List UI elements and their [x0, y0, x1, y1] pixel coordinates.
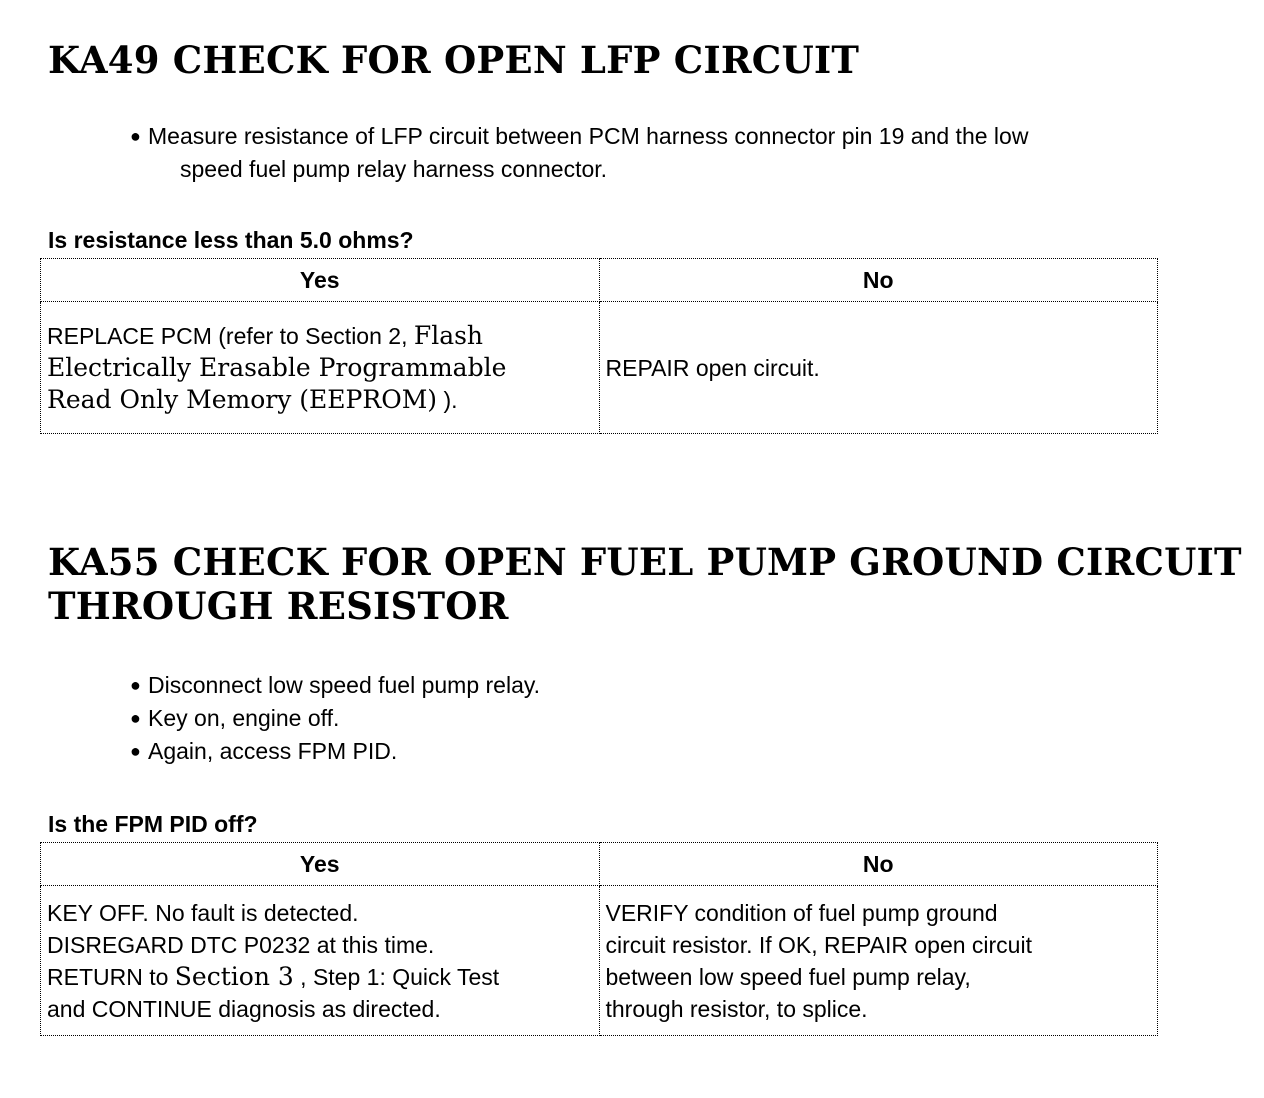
bullet-icon: ● [130, 708, 141, 728]
bullet-text: Again, access FPM PID. [148, 738, 398, 764]
ka55-instructions [130, 669, 1240, 768]
yes-text-line2: DISREGARD DTC P0232 at this time. [47, 931, 435, 958]
list-item [130, 120, 1240, 186]
list-item [130, 735, 1240, 768]
yes-text-line3b: Section 3 [174, 961, 294, 991]
ka49-question: Is resistance less than 5.0 ohms? [48, 227, 414, 253]
bullet-icon: ● [130, 126, 141, 146]
no-text-line4: through resistor, to splice. [605, 995, 868, 1022]
bullet-text-line2: speed fuel pump relay harness connector. [180, 156, 608, 182]
table-header-row [41, 259, 1158, 302]
ka55-decision-table [40, 842, 1158, 1036]
header-yes: Yes [41, 259, 600, 302]
bullet-icon: ● [130, 741, 141, 761]
ka55-question: Is the FPM PID off? [48, 811, 258, 837]
no-text-line2: circuit resistor. If OK, REPAIR open circuit [605, 931, 1032, 958]
yes-text-line3b: ). [437, 386, 458, 413]
yes-text-part1: REPLACE PCM (refer to Section 2, [47, 322, 414, 349]
no-text-line1: VERIFY condition of fuel pump ground [605, 899, 998, 926]
ka55-heading-line1: KA55 CHECK FOR OPEN FUEL PUMP GROUND CIRCUIT [48, 540, 1242, 584]
table-header-row [41, 843, 1158, 886]
yes-text-line3a: RETURN to [47, 963, 175, 990]
list-item [130, 669, 1240, 702]
header-no: No [599, 259, 1158, 302]
header-no: No [599, 843, 1158, 886]
yes-text-line3c: , Step 1: Quick Test [293, 963, 500, 990]
ka49-instructions [130, 120, 1240, 186]
ka55-heading [48, 540, 1242, 628]
list-item [130, 702, 1240, 735]
bullet-icon: ● [130, 675, 141, 695]
cell-yes [41, 886, 600, 1036]
table-row [41, 886, 1158, 1036]
bullet-text: Key on, engine off. [148, 705, 340, 731]
cell-yes [41, 302, 600, 434]
bullet-text-line1: Measure resistance of LFP circuit between PCM harness connector pin 19 and the low [148, 123, 1029, 149]
cell-no: REPAIR open circuit. [599, 302, 1158, 434]
yes-text-line3a: Read Only Memory (EEPROM) [47, 384, 438, 414]
yes-text-line2: Electrically Erasable Programmable [47, 352, 507, 382]
ka49-heading: KA49 CHECK FOR OPEN LFP CIRCUIT [48, 38, 860, 82]
cell-no [599, 886, 1158, 1036]
bullet-text: Disconnect low speed fuel pump relay. [148, 672, 541, 698]
header-yes: Yes [41, 843, 600, 886]
yes-text-part2: Flash [413, 320, 484, 350]
no-text-line3: between low speed fuel pump relay, [605, 963, 971, 990]
ka49-decision-table [40, 258, 1158, 434]
yes-text-line1: KEY OFF. No fault is detected. [47, 899, 359, 926]
table-row [41, 302, 1158, 434]
yes-text-line4: and CONTINUE diagnosis as directed. [47, 995, 441, 1022]
ka55-heading-line2: THROUGH RESISTOR [48, 584, 509, 628]
